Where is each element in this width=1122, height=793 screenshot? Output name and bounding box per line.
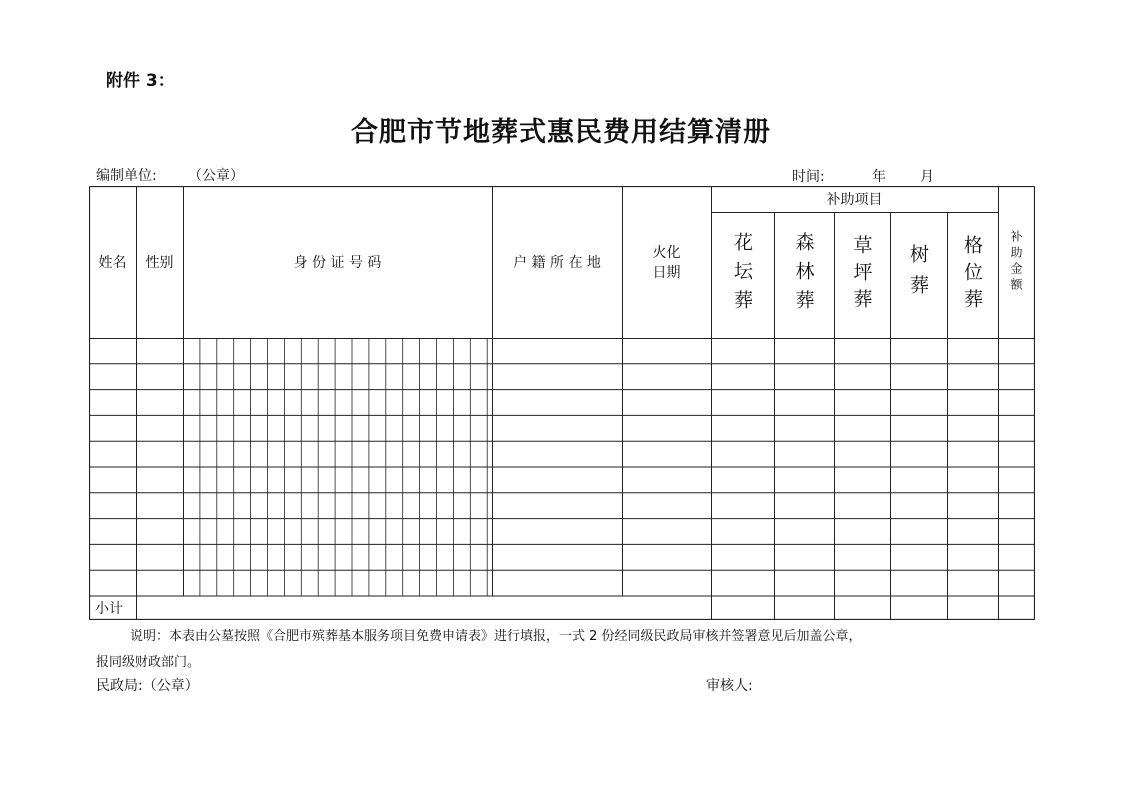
compiling-unit-stamp: （公章）	[188, 168, 244, 184]
header-cremation-date	[622, 186, 711, 338]
subtotal-label: 小计	[95, 601, 123, 617]
header-tree: 树葬	[907, 244, 929, 306]
header-name: 姓名	[98, 255, 127, 271]
header-lawn: 草坪葬	[850, 234, 873, 316]
header-flower-bed: 花坛葬	[731, 231, 753, 319]
header-cremation-date-line2: 日期	[652, 265, 681, 281]
note-line-1: 说明：本表由公墓按照《合肥市殡葬基本服务项目免费申请表》进行填报，一式 2 份经同级民政局审核并签署意见后加盖公章，	[130, 629, 862, 644]
compiling-unit-label: 编制单位:	[96, 168, 157, 184]
time-year: 年	[872, 169, 886, 185]
header-forest: 森林葬	[792, 231, 815, 319]
header-subsidy-items: 补助项目	[826, 192, 883, 208]
header-niche: 格位葬	[961, 234, 983, 316]
time-label: 时间:	[792, 169, 825, 185]
header-subsidy-amount: 补助金额	[1009, 230, 1023, 294]
civil-affairs-stamp: 民政局:（公章）	[96, 678, 199, 694]
header-id-number: 身 份 证 号 码	[293, 255, 382, 271]
header-residence: 户 籍 所 在 地	[513, 255, 601, 271]
header-cremation-date-line1: 火化	[652, 245, 681, 261]
attachment-label: 附件 3：	[106, 71, 175, 91]
settlement-table	[89, 186, 1035, 620]
header-gender: 性别	[145, 255, 174, 271]
note-line-2: 报同级财政部门。	[96, 655, 201, 670]
time-month: 月	[920, 169, 934, 185]
page-title: 合肥市节地葬式惠民费用结算清册	[351, 117, 771, 148]
reviewer-label: 审核人:	[706, 678, 753, 694]
